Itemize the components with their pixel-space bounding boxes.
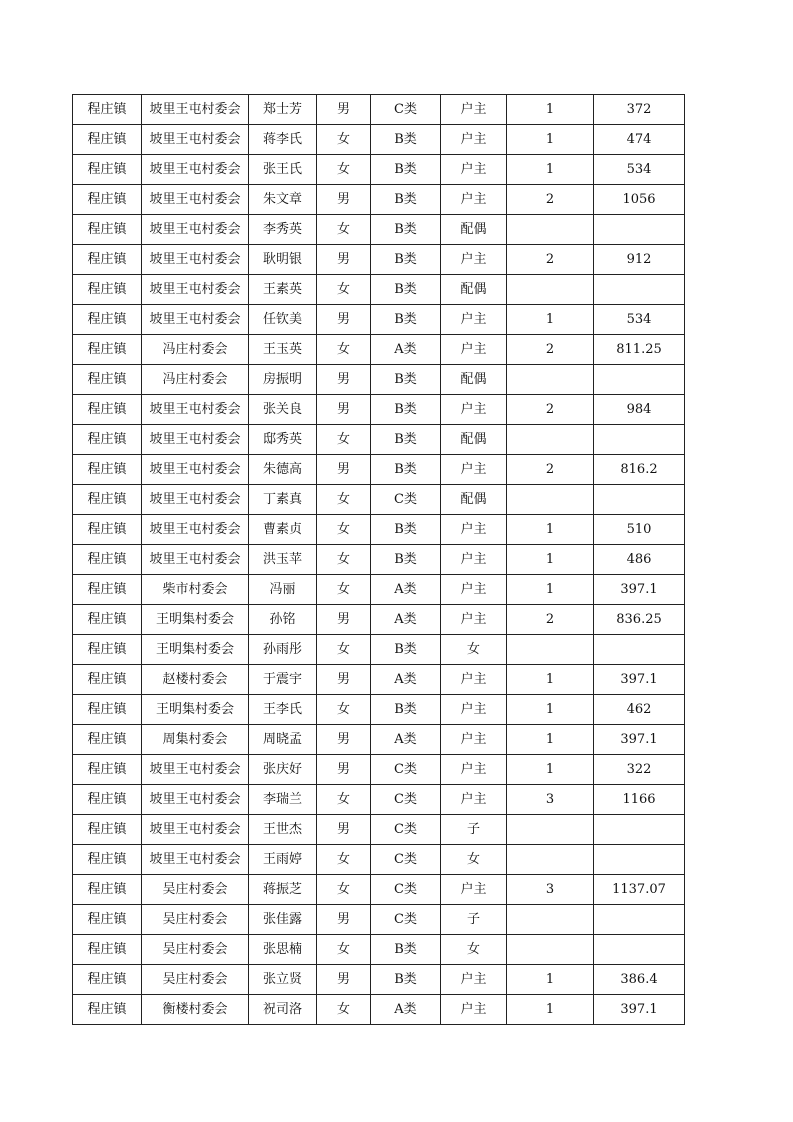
amount-cell: 486 bbox=[594, 545, 685, 575]
category-cell: A类 bbox=[371, 995, 441, 1025]
gender-cell: 男 bbox=[317, 95, 371, 125]
relation-cell: 户主 bbox=[441, 245, 507, 275]
village-cell: 坡里王屯村委会 bbox=[142, 185, 249, 215]
table-row bbox=[73, 665, 685, 695]
village-cell: 衡楼村委会 bbox=[142, 995, 249, 1025]
town-cell: 程庄镇 bbox=[73, 305, 142, 335]
relation-cell: 户主 bbox=[441, 545, 507, 575]
town-cell: 程庄镇 bbox=[73, 605, 142, 635]
name-cell: 邸秀英 bbox=[249, 425, 317, 455]
town-cell: 程庄镇 bbox=[73, 905, 142, 935]
category-cell: B类 bbox=[371, 935, 441, 965]
village-cell: 坡里王屯村委会 bbox=[142, 785, 249, 815]
gender-cell: 女 bbox=[317, 335, 371, 365]
name-cell: 张庆好 bbox=[249, 755, 317, 785]
town-cell: 程庄镇 bbox=[73, 155, 142, 185]
household-size-cell: 1 bbox=[507, 95, 594, 125]
town-cell: 程庄镇 bbox=[73, 515, 142, 545]
town-cell: 程庄镇 bbox=[73, 725, 142, 755]
household-size-cell: 1 bbox=[507, 995, 594, 1025]
village-cell: 赵楼村委会 bbox=[142, 665, 249, 695]
roster-body bbox=[73, 95, 685, 1025]
amount-cell: 836.25 bbox=[594, 605, 685, 635]
amount-cell: 534 bbox=[594, 305, 685, 335]
household-size-cell: 1 bbox=[507, 155, 594, 185]
name-cell: 朱文章 bbox=[249, 185, 317, 215]
table-row bbox=[73, 725, 685, 755]
relation-cell: 户主 bbox=[441, 335, 507, 365]
roster-table bbox=[72, 94, 685, 1025]
amount-cell: 912 bbox=[594, 245, 685, 275]
category-cell: B类 bbox=[371, 425, 441, 455]
village-cell: 吴庄村委会 bbox=[142, 965, 249, 995]
town-cell: 程庄镇 bbox=[73, 95, 142, 125]
name-cell: 祝司洛 bbox=[249, 995, 317, 1025]
household-size-cell: 2 bbox=[507, 455, 594, 485]
table-row bbox=[73, 485, 685, 515]
name-cell: 孙雨彤 bbox=[249, 635, 317, 665]
category-cell: B类 bbox=[371, 515, 441, 545]
category-cell: B类 bbox=[371, 155, 441, 185]
village-cell: 坡里王屯村委会 bbox=[142, 125, 249, 155]
relation-cell: 户主 bbox=[441, 125, 507, 155]
amount-cell bbox=[594, 365, 685, 395]
village-cell: 吴庄村委会 bbox=[142, 905, 249, 935]
gender-cell: 女 bbox=[317, 485, 371, 515]
household-size-cell bbox=[507, 365, 594, 395]
table-row bbox=[73, 875, 685, 905]
town-cell: 程庄镇 bbox=[73, 845, 142, 875]
category-cell: C类 bbox=[371, 95, 441, 125]
category-cell: C类 bbox=[371, 905, 441, 935]
gender-cell: 男 bbox=[317, 605, 371, 635]
household-size-cell: 1 bbox=[507, 725, 594, 755]
gender-cell: 女 bbox=[317, 995, 371, 1025]
name-cell: 曹素贞 bbox=[249, 515, 317, 545]
village-cell: 坡里王屯村委会 bbox=[142, 395, 249, 425]
household-size-cell: 2 bbox=[507, 335, 594, 365]
relation-cell: 女 bbox=[441, 635, 507, 665]
table-row bbox=[73, 815, 685, 845]
gender-cell: 女 bbox=[317, 515, 371, 545]
table-row bbox=[73, 995, 685, 1025]
household-size-cell: 2 bbox=[507, 395, 594, 425]
category-cell: B类 bbox=[371, 275, 441, 305]
category-cell: A类 bbox=[371, 725, 441, 755]
gender-cell: 女 bbox=[317, 845, 371, 875]
gender-cell: 男 bbox=[317, 905, 371, 935]
village-cell: 周集村委会 bbox=[142, 725, 249, 755]
table-row bbox=[73, 785, 685, 815]
village-cell: 王明集村委会 bbox=[142, 695, 249, 725]
relation-cell: 户主 bbox=[441, 575, 507, 605]
household-size-cell bbox=[507, 635, 594, 665]
town-cell: 程庄镇 bbox=[73, 395, 142, 425]
amount-cell bbox=[594, 215, 685, 245]
relation-cell: 户主 bbox=[441, 155, 507, 185]
relation-cell: 户主 bbox=[441, 95, 507, 125]
table-row bbox=[73, 605, 685, 635]
village-cell: 坡里王屯村委会 bbox=[142, 845, 249, 875]
gender-cell: 女 bbox=[317, 695, 371, 725]
amount-cell: 984 bbox=[594, 395, 685, 425]
household-size-cell bbox=[507, 845, 594, 875]
gender-cell: 男 bbox=[317, 245, 371, 275]
town-cell: 程庄镇 bbox=[73, 365, 142, 395]
household-size-cell: 1 bbox=[507, 965, 594, 995]
household-size-cell: 2 bbox=[507, 185, 594, 215]
name-cell: 任钦美 bbox=[249, 305, 317, 335]
name-cell: 王世杰 bbox=[249, 815, 317, 845]
table-row bbox=[73, 425, 685, 455]
amount-cell bbox=[594, 485, 685, 515]
relation-cell: 户主 bbox=[441, 455, 507, 485]
relation-cell: 户主 bbox=[441, 515, 507, 545]
gender-cell: 女 bbox=[317, 155, 371, 185]
village-cell: 坡里王屯村委会 bbox=[142, 95, 249, 125]
amount-cell: 1137.07 bbox=[594, 875, 685, 905]
name-cell: 张思楠 bbox=[249, 935, 317, 965]
table-row bbox=[73, 395, 685, 425]
household-size-cell: 1 bbox=[507, 575, 594, 605]
relation-cell: 子 bbox=[441, 815, 507, 845]
name-cell: 王玉英 bbox=[249, 335, 317, 365]
category-cell: B类 bbox=[371, 365, 441, 395]
name-cell: 耿明银 bbox=[249, 245, 317, 275]
category-cell: B类 bbox=[371, 125, 441, 155]
amount-cell: 811.25 bbox=[594, 335, 685, 365]
relation-cell: 户主 bbox=[441, 185, 507, 215]
amount-cell: 816.2 bbox=[594, 455, 685, 485]
town-cell: 程庄镇 bbox=[73, 245, 142, 275]
gender-cell: 男 bbox=[317, 665, 371, 695]
name-cell: 张关良 bbox=[249, 395, 317, 425]
relation-cell: 户主 bbox=[441, 305, 507, 335]
town-cell: 程庄镇 bbox=[73, 755, 142, 785]
table-row bbox=[73, 905, 685, 935]
category-cell: B类 bbox=[371, 245, 441, 275]
table-row bbox=[73, 125, 685, 155]
relation-cell: 户主 bbox=[441, 965, 507, 995]
category-cell: B类 bbox=[371, 695, 441, 725]
gender-cell: 男 bbox=[317, 725, 371, 755]
relation-cell: 户主 bbox=[441, 875, 507, 905]
household-size-cell bbox=[507, 815, 594, 845]
relation-cell: 配偶 bbox=[441, 365, 507, 395]
table-row bbox=[73, 335, 685, 365]
gender-cell: 女 bbox=[317, 425, 371, 455]
name-cell: 王李氏 bbox=[249, 695, 317, 725]
town-cell: 程庄镇 bbox=[73, 785, 142, 815]
table-row bbox=[73, 935, 685, 965]
gender-cell: 男 bbox=[317, 365, 371, 395]
village-cell: 冯庄村委会 bbox=[142, 335, 249, 365]
gender-cell: 女 bbox=[317, 215, 371, 245]
name-cell: 李瑞兰 bbox=[249, 785, 317, 815]
town-cell: 程庄镇 bbox=[73, 185, 142, 215]
category-cell: C类 bbox=[371, 815, 441, 845]
town-cell: 程庄镇 bbox=[73, 695, 142, 725]
town-cell: 程庄镇 bbox=[73, 215, 142, 245]
gender-cell: 男 bbox=[317, 305, 371, 335]
town-cell: 程庄镇 bbox=[73, 545, 142, 575]
town-cell: 程庄镇 bbox=[73, 875, 142, 905]
household-size-cell bbox=[507, 215, 594, 245]
name-cell: 朱德高 bbox=[249, 455, 317, 485]
amount-cell bbox=[594, 935, 685, 965]
table-row bbox=[73, 215, 685, 245]
village-cell: 坡里王屯村委会 bbox=[142, 515, 249, 545]
table-row bbox=[73, 95, 685, 125]
household-size-cell: 2 bbox=[507, 245, 594, 275]
category-cell: C类 bbox=[371, 485, 441, 515]
village-cell: 吴庄村委会 bbox=[142, 935, 249, 965]
household-size-cell: 3 bbox=[507, 785, 594, 815]
amount-cell bbox=[594, 845, 685, 875]
village-cell: 坡里王屯村委会 bbox=[142, 215, 249, 245]
relation-cell: 女 bbox=[441, 935, 507, 965]
household-size-cell bbox=[507, 905, 594, 935]
category-cell: A类 bbox=[371, 575, 441, 605]
village-cell: 坡里王屯村委会 bbox=[142, 425, 249, 455]
village-cell: 坡里王屯村委会 bbox=[142, 455, 249, 485]
village-cell: 吴庄村委会 bbox=[142, 875, 249, 905]
relation-cell: 户主 bbox=[441, 995, 507, 1025]
amount-cell: 462 bbox=[594, 695, 685, 725]
relation-cell: 户主 bbox=[441, 695, 507, 725]
relation-cell: 户主 bbox=[441, 605, 507, 635]
table-row bbox=[73, 635, 685, 665]
name-cell: 张佳露 bbox=[249, 905, 317, 935]
household-size-cell bbox=[507, 485, 594, 515]
category-cell: C类 bbox=[371, 755, 441, 785]
village-cell: 坡里王屯村委会 bbox=[142, 245, 249, 275]
category-cell: B类 bbox=[371, 215, 441, 245]
name-cell: 周晓孟 bbox=[249, 725, 317, 755]
name-cell: 孙铭 bbox=[249, 605, 317, 635]
amount-cell bbox=[594, 635, 685, 665]
gender-cell: 女 bbox=[317, 875, 371, 905]
household-size-cell: 1 bbox=[507, 695, 594, 725]
village-cell: 王明集村委会 bbox=[142, 635, 249, 665]
gender-cell: 男 bbox=[317, 455, 371, 485]
amount-cell bbox=[594, 905, 685, 935]
village-cell: 坡里王屯村委会 bbox=[142, 155, 249, 185]
name-cell: 王雨婷 bbox=[249, 845, 317, 875]
table-row bbox=[73, 275, 685, 305]
relation-cell: 配偶 bbox=[441, 275, 507, 305]
category-cell: A类 bbox=[371, 335, 441, 365]
household-size-cell bbox=[507, 275, 594, 305]
gender-cell: 男 bbox=[317, 395, 371, 425]
village-cell: 王明集村委会 bbox=[142, 605, 249, 635]
name-cell: 张王氏 bbox=[249, 155, 317, 185]
village-cell: 坡里王屯村委会 bbox=[142, 305, 249, 335]
gender-cell: 女 bbox=[317, 935, 371, 965]
gender-cell: 男 bbox=[317, 965, 371, 995]
table-row bbox=[73, 545, 685, 575]
amount-cell bbox=[594, 815, 685, 845]
category-cell: B类 bbox=[371, 185, 441, 215]
household-size-cell bbox=[507, 425, 594, 455]
amount-cell: 322 bbox=[594, 755, 685, 785]
village-cell: 柴市村委会 bbox=[142, 575, 249, 605]
town-cell: 程庄镇 bbox=[73, 455, 142, 485]
name-cell: 李秀英 bbox=[249, 215, 317, 245]
table-row bbox=[73, 155, 685, 185]
name-cell: 王素英 bbox=[249, 275, 317, 305]
household-size-cell: 1 bbox=[507, 515, 594, 545]
household-size-cell: 2 bbox=[507, 605, 594, 635]
gender-cell: 女 bbox=[317, 125, 371, 155]
town-cell: 程庄镇 bbox=[73, 125, 142, 155]
name-cell: 张立贤 bbox=[249, 965, 317, 995]
amount-cell: 397.1 bbox=[594, 725, 685, 755]
category-cell: B类 bbox=[371, 545, 441, 575]
category-cell: B类 bbox=[371, 965, 441, 995]
town-cell: 程庄镇 bbox=[73, 425, 142, 455]
town-cell: 程庄镇 bbox=[73, 995, 142, 1025]
household-size-cell: 3 bbox=[507, 875, 594, 905]
town-cell: 程庄镇 bbox=[73, 935, 142, 965]
name-cell: 冯丽 bbox=[249, 575, 317, 605]
household-size-cell: 1 bbox=[507, 665, 594, 695]
relation-cell: 户主 bbox=[441, 665, 507, 695]
amount-cell: 386.4 bbox=[594, 965, 685, 995]
gender-cell: 女 bbox=[317, 575, 371, 605]
name-cell: 于震宇 bbox=[249, 665, 317, 695]
category-cell: A类 bbox=[371, 665, 441, 695]
amount-cell: 397.1 bbox=[594, 665, 685, 695]
village-cell: 坡里王屯村委会 bbox=[142, 275, 249, 305]
table-row bbox=[73, 365, 685, 395]
table-row bbox=[73, 245, 685, 275]
gender-cell: 女 bbox=[317, 785, 371, 815]
amount-cell: 1166 bbox=[594, 785, 685, 815]
household-size-cell: 1 bbox=[507, 755, 594, 785]
table-row bbox=[73, 575, 685, 605]
relation-cell: 户主 bbox=[441, 395, 507, 425]
town-cell: 程庄镇 bbox=[73, 485, 142, 515]
village-cell: 坡里王屯村委会 bbox=[142, 545, 249, 575]
village-cell: 坡里王屯村委会 bbox=[142, 755, 249, 785]
table-row bbox=[73, 965, 685, 995]
gender-cell: 女 bbox=[317, 545, 371, 575]
category-cell: C类 bbox=[371, 875, 441, 905]
town-cell: 程庄镇 bbox=[73, 815, 142, 845]
village-cell: 冯庄村委会 bbox=[142, 365, 249, 395]
amount-cell: 1056 bbox=[594, 185, 685, 215]
gender-cell: 男 bbox=[317, 185, 371, 215]
table-row bbox=[73, 755, 685, 785]
relation-cell: 户主 bbox=[441, 725, 507, 755]
name-cell: 蒋李氏 bbox=[249, 125, 317, 155]
name-cell: 丁素真 bbox=[249, 485, 317, 515]
amount-cell: 372 bbox=[594, 95, 685, 125]
household-size-cell bbox=[507, 935, 594, 965]
household-size-cell: 1 bbox=[507, 125, 594, 155]
category-cell: A类 bbox=[371, 605, 441, 635]
gender-cell: 女 bbox=[317, 635, 371, 665]
relation-cell: 配偶 bbox=[441, 485, 507, 515]
town-cell: 程庄镇 bbox=[73, 635, 142, 665]
relation-cell: 配偶 bbox=[441, 215, 507, 245]
name-cell: 蒋振芝 bbox=[249, 875, 317, 905]
gender-cell: 男 bbox=[317, 755, 371, 785]
amount-cell: 534 bbox=[594, 155, 685, 185]
amount-cell: 474 bbox=[594, 125, 685, 155]
town-cell: 程庄镇 bbox=[73, 965, 142, 995]
amount-cell: 510 bbox=[594, 515, 685, 545]
gender-cell: 男 bbox=[317, 815, 371, 845]
amount-cell: 397.1 bbox=[594, 995, 685, 1025]
name-cell: 房振明 bbox=[249, 365, 317, 395]
amount-cell bbox=[594, 275, 685, 305]
category-cell: C类 bbox=[371, 845, 441, 875]
table-row bbox=[73, 185, 685, 215]
table-row bbox=[73, 845, 685, 875]
relation-cell: 女 bbox=[441, 845, 507, 875]
village-cell: 坡里王屯村委会 bbox=[142, 485, 249, 515]
household-size-cell: 1 bbox=[507, 545, 594, 575]
relation-cell: 子 bbox=[441, 905, 507, 935]
amount-cell bbox=[594, 425, 685, 455]
relation-cell: 配偶 bbox=[441, 425, 507, 455]
household-size-cell: 1 bbox=[507, 305, 594, 335]
table-row bbox=[73, 695, 685, 725]
category-cell: B类 bbox=[371, 305, 441, 335]
category-cell: C类 bbox=[371, 785, 441, 815]
name-cell: 郑士芳 bbox=[249, 95, 317, 125]
gender-cell: 女 bbox=[317, 275, 371, 305]
town-cell: 程庄镇 bbox=[73, 275, 142, 305]
town-cell: 程庄镇 bbox=[73, 335, 142, 365]
category-cell: B类 bbox=[371, 635, 441, 665]
name-cell: 洪玉苹 bbox=[249, 545, 317, 575]
table-row bbox=[73, 305, 685, 335]
category-cell: B类 bbox=[371, 455, 441, 485]
category-cell: B类 bbox=[371, 395, 441, 425]
town-cell: 程庄镇 bbox=[73, 665, 142, 695]
town-cell: 程庄镇 bbox=[73, 575, 142, 605]
village-cell: 坡里王屯村委会 bbox=[142, 815, 249, 845]
table-row bbox=[73, 515, 685, 545]
relation-cell: 户主 bbox=[441, 785, 507, 815]
amount-cell: 397.1 bbox=[594, 575, 685, 605]
table-row bbox=[73, 455, 685, 485]
relation-cell: 户主 bbox=[441, 755, 507, 785]
